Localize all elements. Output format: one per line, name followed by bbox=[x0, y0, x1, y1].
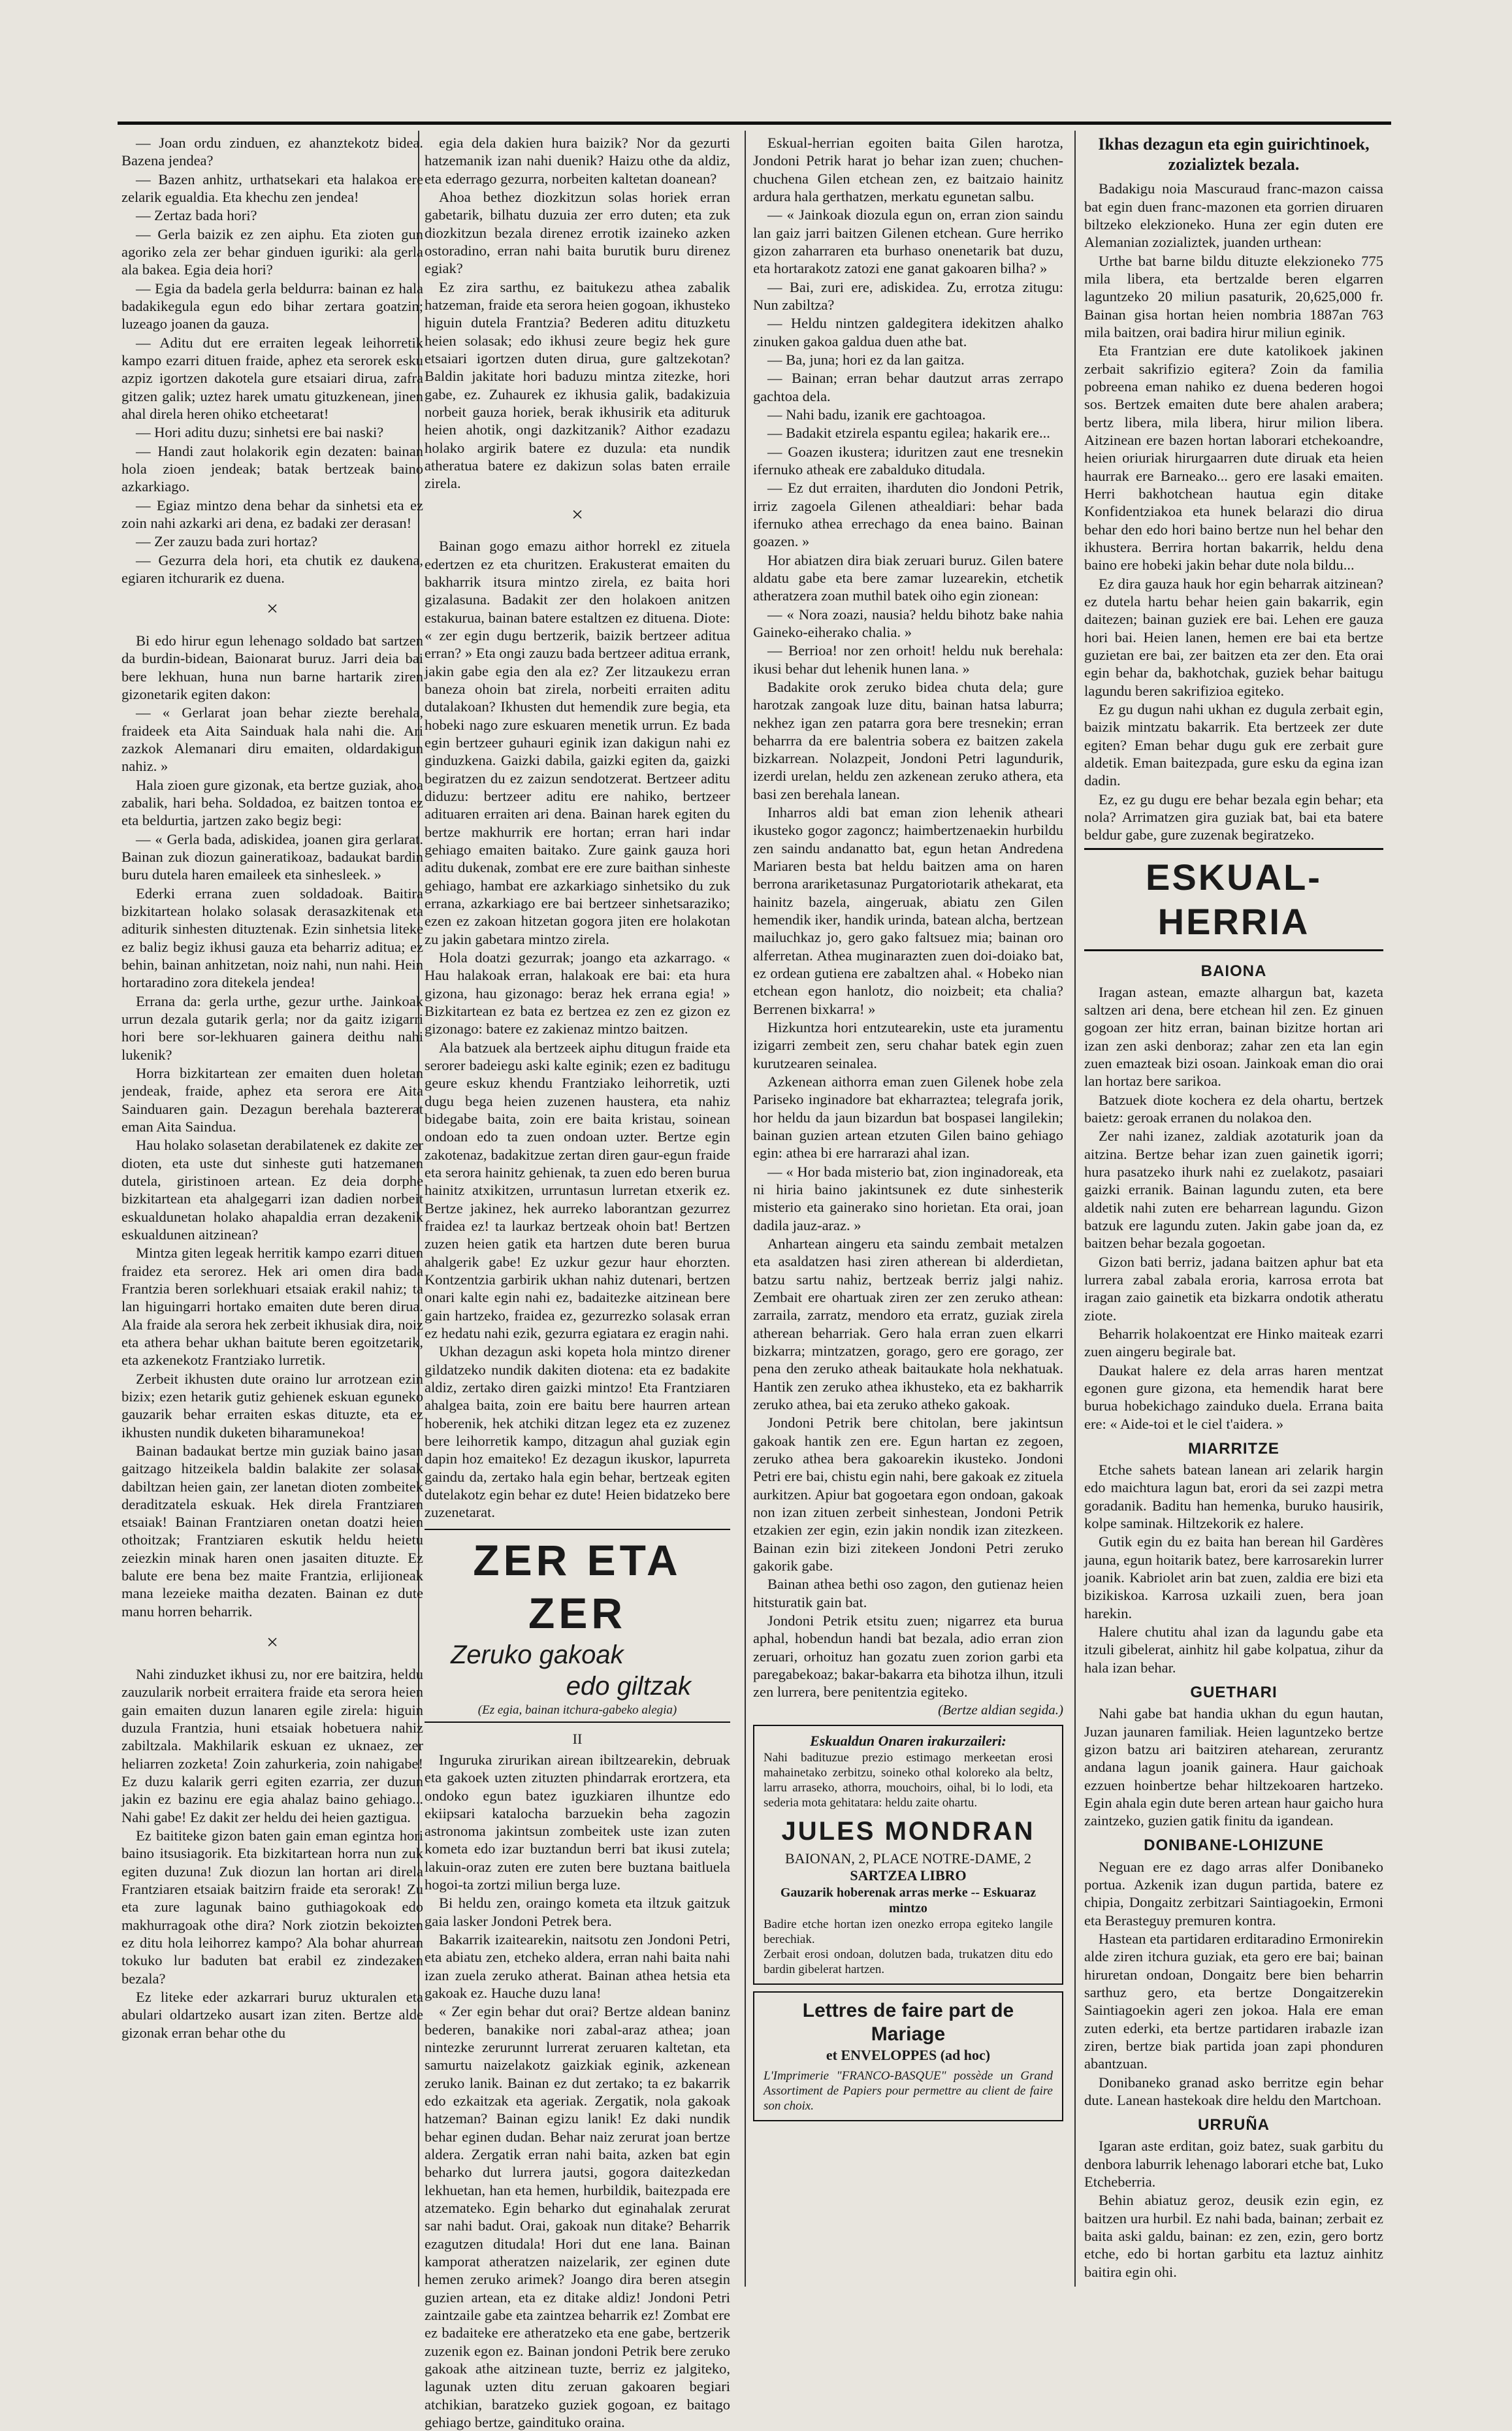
town-heading: GUETHARI bbox=[1190, 1684, 1278, 1702]
town-heading: MIARRITZE bbox=[1188, 1439, 1279, 1458]
paragraph: Azkenean aithorra eman zuen Gilenek hobe zela Pariseko inginadore bat ekharraztea; telegrafa jorik, hor heldu da jaun bizardun bat bospasei langilekin; bainan guzien artean etzuten Gilen baino gehiago egin: athea bi ere harrarazi ahal izan. bbox=[753, 1073, 1063, 1162]
chapter-number: II bbox=[572, 1731, 583, 1748]
article-heading: Ikhas dezagun eta egin guirichtinoek, zozializtek bezala. bbox=[1098, 135, 1370, 174]
column-3 bbox=[753, 134, 1063, 2283]
paragraph: Eskual-herrian egoiten baita Gilen harotza, Jondoni Petrik harat jo behar izan zuen; chuchen-chuchena Gilen etchean zen, ez baitzaio hainitz ardura hala gerthatzen, merkatu egunetan salbu. bbox=[753, 135, 1063, 204]
paragraph: Horra bizkitartean zer emaiten duen holetan jendeak, fraide, aphez eta serora ere Aita Sainduaren gain. Dezagun berehala baztererat eman Aita Saindua. bbox=[121, 1064, 423, 1135]
col4-section-a bbox=[1084, 180, 1383, 843]
paragraph: — « Gerlarat joan behar ziezte berehala, fraideek eta Aita Sainduak hala nahi die. Ari zazkok Alemanari diru emaiten, oldardakigun nahiz. » bbox=[121, 704, 423, 775]
col3-section-a bbox=[753, 134, 1063, 1701]
top-rule bbox=[118, 122, 1391, 125]
paragraph: Gutik egin du ez baita han berean hil Gardères jauna, egun hoitarik batez, bere karrosarekin lurrer joanik. Kabriolet arin bat zuen, zaldia ere bizi eta bizikiskoa. Karrosa uzkaili zuen, bera joan harekin. bbox=[1084, 1533, 1383, 1622]
paragraph: Jondoni Petrik bere chitolan, bere jakintsun gakoak hantik zen ere. Egun hartan ez zegoen, zeruko athea bera gakoarekin ikusteko. Jondoni Petri ere bai, chistu egin nahi, bere gakoak ez zituela aurkitzen. Apiur bat gogoetara egon ondoan, gakoak non izan zituen zerbeit sinhestean, Jondoni Petrik etzakien zer egin, ezin jakin nondik izan zitezkeen. Bainan ezin bizi zitekeen Jondoni Petri zeruko gakorik gabe. bbox=[753, 1414, 1063, 1574]
paragraph: Jondoni Petrik etsitu zuen; nigarrez eta buruа aphal, hobendun handi bat bezala, adio erran zion zeruari, orhoituz han gozatu zuen zorion garbi eta paregabekoaz; bakar-bakarra eta bihotza ilhun, itzuli zen lurrera, bere penitentzia egiteko. bbox=[753, 1612, 1063, 1701]
paragraph: Bakarrik izaitearekin, naitsotu zen Jondoni Petri, eta abiatu zen, etcheko aldera, erran nahi baita nahi izan zuela zeruko atherat. Bainan athea hetsia eta gakoak ez. Hauche duzu lana! bbox=[425, 1931, 730, 2002]
paragraph: — « Gerla bada, adiskidea, joanen gira gerlarat. Bainan zuk diozun gaineratikoaz, badaukat bardin buru dutela haren emaileek eta sinhesleek. » bbox=[121, 830, 423, 883]
paragraph: Hau holako solasetan derabilatenek ez dakite zer dioten, eta uste dut sinheste guti hatzemanen dutela, giristinoen artean. Ez deia dorphe bizkitartean eta ahalgegarri izan dadien norbeit eskualdunetan holako ahapaldia erran dezakenik eskualdunen aitzinean? bbox=[121, 1137, 423, 1243]
col2-section-a bbox=[425, 134, 730, 493]
paragraph: — Gerla baizik ez zen aiphu. Eta zioten gun agoriko zela zer behar ginduen iguriki: ala gerla ala bakea. Egia deia hori? bbox=[121, 225, 423, 278]
paragraph: Batzuek diote kochera ez dela ohartu, bertzek baietz: geroak erranen du nolakoa den. bbox=[1084, 1091, 1383, 1126]
paragraph: Mintza giten legeak herritik kampo ezarri dituen fraidez eta serorez. Hek ari omen dira bada Frantzia beren sorlekhuari etsaiak erakil nahiz; ta lan higuingarri hortako emaiten dute beren dirua. Ala fraide ala serora hek zerbeit ikhusiak dira, noiz eta athera behar ukhan baitute beren egoitzetarik, eta azkenekotz Frantziako lurretik. bbox=[121, 1245, 423, 1369]
paragraph: Hor abiatzen dira biak zeruari buruz. Gilen batere aldatu gabe eta bere zamar luzearekin, etchetik atheratzera zoan muthil batek oiho egin zionean: bbox=[753, 551, 1063, 604]
ad-merchant-name: JULES MONDRAN bbox=[781, 1817, 1035, 1846]
mondran-advertisement bbox=[753, 1725, 1063, 1985]
paragraph: egia dela dakien hura baizik? Nor da gezurti hatzemanik izan nahi duenik? Haizu othe da aldiz, eta ederrago gezurra, norbeiten kaltetan doanean? bbox=[425, 135, 730, 187]
ad-slogan: Gauzarik hoberenak arras merke -- Eskuaraz mintzo bbox=[780, 1885, 1037, 1916]
paragraph: Igaran aste erditan, goiz batez, suak garbitu du denbora laburrik lehenago laborari etche bat, Luko Etcheberria. bbox=[1084, 2138, 1383, 2191]
paragraph: Inharros aldi bat eman zion lehenik atheari ikusteko gogor zagoncz; haimbertzenaekin hurbildu zen saindu andanatto bat, egun hetan Andredena Mariaren besta bat heldu baitzen ama on haren berrona arariketasunaz Purgatoriotarik athekarat, eta hainitz bazela, aingeruak, abiatu zen Gilen hemendik iker, handik urinda, batean alcha, bertzean mailuchkaz jo, gero gako faltsuez mia; bainan oro alferretan. Athea muginarazten zuen doi-doiako bat, ez ordean gutiena ere zabaltzen ahal. « Hobeko nian etchean egon hanlotz, dio noizbeit; eta chalia? Berrenen bixkarra! » bbox=[753, 804, 1063, 1017]
paragraph: Zer nahi izanez, zaldiak azotaturik joan da aitzina. Bertze behar izan zuen gainetik igorri; hura pasatzeko ihurk nahi ez zuelakotz, pasaiari gaizki erranik. Bainan lagundu zuten, eta bere aldetik nahi zuten ere beharrean lagundu. Gizon batzuk ere lagundu zuten. Jakin gabe joan da, ez baitzen behar bezala gogoetan. bbox=[1084, 1128, 1383, 1252]
paragraph: Nahi gabe bat handia ukhan du egun hautan, Juzan jaunaren familiak. Heien laguntzeko bertze gizon batzu ari baitziren ateharean, zerurantz andana lagun joanik gainera. Haur gaichoak ezzuen hoinbertze behar hiltzekoaren hartzeko. Egin ahala egin dute beren artean haur gaicho hura zaintzeko, guzien gatik finitu da igandean. bbox=[1084, 1705, 1383, 1829]
column-4 bbox=[1084, 134, 1383, 2283]
paragraph: Ala batzuek ala bertzeek aiphu ditugun fraide eta serorer badeiegu aski kalte eginik; ezen ez baditugu geure eskuz khendu Frantziako leihorretik, uzti dugu bega heien zuzenen haustera, eta nahiz bidegabe baita, zoin ere baita kristau, soinean ondoan edo ta zuen ondoan uzter. Bertze egin zakotenaz, badakitzue zertan diren gaur-egun fraide eta serora hainitz gehienak, ta zuen edo beren burua hainitz atxikitzen, urruntasun lurretan etxerik ez. Bertze jakinez, hek aurreko laborantzan gezurrez fraidea ez! ta laurkaz bertzeak ohoin bat! Bertzen zuzen heien gatik eta hartzen dute beren burua ahalgerik gabe! Ez uzkur gezur haur ehorzten. Kontzentzia garbirik ukhan nahiz dutenari, bertzen onari kalte egin nahi ez, badaitezke aitzinean bere gain hartzeko, fraidea ez, gezurrezko solasak erran ez hedatu nahi ezik, gezurra egiatara ez eragin nahi. bbox=[425, 1039, 730, 1341]
town-heading: URRUÑA bbox=[1198, 2116, 1270, 2134]
paragraph: Daukat halere ez dela arras haren mentzat egonen gure gizona, eta hemendik harat bere burua hobekichago zainduko duela. Errana baita ere: « Aide-toi et le ciel t'aidera. » bbox=[1084, 1362, 1383, 1432]
ad-heading: Eskualdun Onaren irakurzaileri: bbox=[810, 1733, 1006, 1750]
paragraph: Donibaneko granad asko berritze egin behar dute. Lanean hastekoak dire heldu den Martchoan. bbox=[1084, 2074, 1383, 2108]
ad-subline: SARTZEA LIBRO bbox=[850, 1867, 967, 1884]
paragraph: « Zer egin behar dut orai? Bertze aldean baninz bederen, banakike nori zabal-araz athea; joan nintezke zerurunnt lurrerat zeruaren kaltetan, eta samurtu naizelakotz gaizkiak eginik, azkenean zeruko lanik. Bainan ez dut zertako; ta ez bakarrik edo ezkaitzak eta ageriak. Zergatik, nola gakoak hatzeman? Bainan egizu lanik! Ez daki nundik behar eginen dudan. Behar naiz zerurat joan bertze aldera. Zergatik erran nahi baita, azken bat egin beharko dut lurrera jautsi, gogora daitezkedan lekhuetan, han eta hemen, hurbildik, baitezpada ere atzemateko. Egin beharko dut eginahalak zerurat sar nahi badut. Orai, gakoak nun ditake? Beharrik ezagutzen ditudala! Hori dut ene lana. Bainan kamporat atheratzen naizelarik, zer eginen dute hemen zeruko arimek? Joango dira beren atsegin guzien artean, eta ez ditake aldiz! Jondoni Petri zaintzaile gabe eta zaintzea beharrik ez! Zombat ere ez badaiteke ere atheratzeko eta ene gabe, bertzerik zuzenik egon ez. Bainan jondoni Petrik bere zeruko gakoak athe aitzinean tuzte, berriz ez jalgiteko, lagunak uzten ditu zeruan gakoaren begiari atchikian, baratzeko guziek gogoan, ez baitago gehiago bertze, gaindituko oraina. bbox=[425, 2003, 730, 2430]
lettres-line: et ENVELOPPES (ad hoc) bbox=[826, 2046, 991, 2063]
town-heading: BAIONA bbox=[1200, 962, 1267, 980]
paragraph: Ederki erranа zuen soldadoak. Baitira bizkitartean holako solasak derasazkitenak eta aditurik sinhesten dituztenak. Ezin sinhetsia liteke ez baliz begiz ikhusi gauza eta beharriz aditua; ez behin, bainan anhitzetan, noiz nahi, nun nahi. Hein hortaradino zora ditekela jendea! bbox=[121, 885, 423, 991]
paragraph: Ez baititeke gizon baten gain eman egintza hori baino itsusiagorik. Eta bizkitartean horra nun zuk egiten duzuna! Zuk diozun lan hortan ari direla Frantziaren etsaiak baitzirn fraide eta serorak! Zu eta zure lagunak baino guthiagokoak edo makhurragoak othe dira? Nork ziotzin bekoizten ez ditu hola leihorrez kampo? Ala bohar ahurrean tokuko lur baduten bat erabil ez zindezaken bezala? bbox=[121, 1827, 423, 1987]
zer-note: (Ez egia, bainan itchura-gabeko alegia) bbox=[477, 1703, 677, 1718]
paragraph: — Nahi badu, izanik ere gachtoagoa. bbox=[767, 406, 986, 423]
paragraph: — Zer zauzu bada zuri hortaz? bbox=[136, 533, 317, 550]
paragraph: — Handi zaut holakorik egin dezaten: bainan hola zioen jendeak; batak bertzeak baino azkarkiago. bbox=[121, 442, 423, 495]
lettres-text: L'Imprimerie "FRANCO-BASQUE" possède un Grand Assortiment de Papiers pour permettre au client de faire son choix. bbox=[764, 2068, 1053, 2113]
ad-text: Nahi badituzue prezio estimago merkeetan erosi mahainetako zerbitzu, soineko othal koloreko ala beltz, larru arraseko, athorra, mouchoirs, oihal, bi lo lodi, eta sederia mota gehitatara: heldu zaite ohartu. bbox=[764, 1750, 1053, 1810]
paragraph: Iragan astean, emazte alhargun bat, kazeta saltzen ari dena, bere etchean hil zen. Ez ginuen gogoan zer hitz erran, bainan bizitze hortan ari izan zen aski denboraz; zahar zen eta lan egin zuen emazteak bizi osoan. Jainkoak eman dio orai lan hortaz bere sarikoa. bbox=[1084, 983, 1383, 1090]
zer-subtitle-2: edo giltzak bbox=[566, 1672, 691, 1701]
paragraph: — Bai, zuri ere, adiskidea. Zu, errotza zitugu: Nun zabiltza? bbox=[753, 278, 1063, 313]
col2-section-b bbox=[425, 537, 730, 1521]
paragraph: Errana da: gerla urthe, gezur urthe. Jainkoak urrun dezala gutarik gerla; nor da gaitz izigarri hori bere sor-lekhuaren gainera deithu nahi lukenik? bbox=[121, 992, 423, 1063]
paragraph: Anhartean aingeru eta saindu zembait metalzen eta asaldatzen hasi ziren atherean bi alderdietan, batzu sartu nahiz, bertzeak berriz jalgi nahiz. Zembait ere ohartuak ziren zer zen zeruko athean: zarraila, zarratz, mendoro eta erratz, guziak zirela atherean beharriak. Gero hala erran zuen elkarri bizkarra; mintzatzen, gorago, gero ere gorago, zer pena den zeruko atheak baitaukate hola nekhatuak. Hantik zen zeruko athea ikhusteko, eta ez bakharrik zeruko athea, bai eta zeruko atheko gakoak. bbox=[753, 1235, 1063, 1412]
paragraph: Zerbeit ikhusten dute oraino lur arrotzean ezin bizix; ezen hetarik gutiz gehienek eskuan eguneko gauzarik behar erraiten eskas dituzte, eta ez ikhusten nundik duketen biharamunekoa! bbox=[121, 1370, 423, 1441]
paragraph: Etche sahets batean lanean ari zelarik hargin edo maichtura lagun bat, erori da sei zazpi metra goradanik. Baditu han hemenka, buruko hausirik, kolpe saminak. Hiltzekorik ez halere. bbox=[1084, 1461, 1383, 1532]
paragraph: — Zertaz bada hori? bbox=[136, 207, 257, 224]
paragraph: — Badakit etzirela espantu egilea; hakarik ere... bbox=[767, 425, 1050, 442]
paragraph: Behin abiatuz geroz, deusik ezin egin, ez baitzen ura hurbil. Ez nahi bada, bainan; zerbait ez baita aski galdu, bainan: ez zen, ezin, gero bortz etche, edo bi hortan garbitu eta laztuz ainhitz baitira egin ohi. bbox=[1084, 2192, 1383, 2280]
paragraph: — Egia da badela gerla beldurra: bainan ez hala badakikegula egun edo bihar zertara goatzin; luzeago joanen da gauza. bbox=[121, 280, 423, 333]
paragraph: Ez zira sarthu, ez baitukezu athea zabalik hatzeman, fraide eta serora heien gogoan, ikhusteko higuin dutela Frantzia? Bederen aditu dituzketu heien solasak; edo ikhusi zeure begiz hek gure etsaiari igortzen duten dirua, gure galtzekotan? Baldin jakitate hori baduzu mintza zitezke, hori gabe, ez. Zuhaurek ez ikhusia galik, badakizuia norbeit gauza horiek, berak ikhusirik eta adituruk heien ahotik, ongi dazkitzanik? Aithor ezadazu holako argirik batere ez duzula: eta nundik atheratua batere ez dakizun solas baten erraile zirela. bbox=[425, 278, 730, 492]
column-2 bbox=[425, 134, 730, 2430]
paragraph: — Heldu nintzen galdegitera idekitzen ahalko zinuken gakoa galdua duen athe bat. bbox=[753, 315, 1063, 350]
cross-separator: × bbox=[571, 502, 584, 526]
continued-note: (Bertze aldian segida.) bbox=[938, 1701, 1063, 1718]
eskual-herria-title: ESKUAL-HERRIA bbox=[1084, 848, 1383, 951]
paragraph: Ez gu dugun nahi ukhan ez dugula zerbait egin, baizik mintzatu bakarrik. Eta bertzeek zer dute egiten? Eman behar dugu guk ere zerbait gure aldetik. Eman baitezpada, gure esku da egina izan dadin. bbox=[1084, 700, 1383, 789]
col1-section-b bbox=[121, 632, 423, 1620]
paragraph: — « Nora zoazi, nausia? heldu bihotz bake nahia Gaineko-eiherako chalia. » bbox=[753, 606, 1063, 640]
paragraph: Ez dira gauza hauk hor egin beharrak aitzinean? ez dutela hartu behar heien gain bakarrik, egin daitezen; bainan guziek ere bai. Lehen ere gauza hori bai. Heien lanen, hemen ere bai eta bertze guzietan ere bai, zer baitzen eta zer den. Eta orai egin behar da, bakhotchak, guziek behar baitugu lagundu beren sakrifizioa egiteko. bbox=[1084, 575, 1383, 699]
paragraph: Beharrik holakoentzat ere Hinko maiteak ezarri zuen aingeru begirale bat. bbox=[1084, 1325, 1383, 1360]
town-news bbox=[1084, 962, 1383, 2281]
paragraph: Nahi zinduzket ikhusi zu, nor ere baitzira, heldu zauzularik norbeit erraitera fraide eta serora heien gain emaiten duzun lanaren egile zirela: higuin duzula Frantzia, huni etsaiak hobetuera nahiz zabiltzala. Makhilarik eskuan ez uknaez, zer heliarren zozketa! Zoin zahurkeria, zoin nahigabe! Ez duzu kalarik gerri egiten ezarria, zer duzun jakin ez bazinu ere egia ahalaz baino gehiago... Nahi gabe! Ez dakit zer heldu dei heien gaztigua. bbox=[121, 1666, 423, 1825]
paragraph: Hizkuntza hori entzutearekin, uste eta juramentu izigarri zembeit zen, seru chahar batek egin zuen kurutzearen seinalea. bbox=[753, 1019, 1063, 1071]
paragraph: Ahoa bethez diozkitzun solas horiek erran gabetarik, bilhatu duzuia zer erro duten; eta zuk diozkitzun bezala direnez errotik izaineko azken ostoradino, erran nahi baita burutik buru direnez egiak? bbox=[425, 188, 730, 277]
paragraph: Urthe bat barne bildu dituzte elekzioneko 775 mila libera, eta bertzalde beren elgarren laguntzeko 20 miliun pasaturik, 20,625,000 fr. Bainan gisa hortan heien nombria 1887an 763 mila baitzen, orai badira hirur miliun eginik. bbox=[1084, 252, 1383, 340]
paragraph: — Gezurra dela hori, eta chutik ez daukena, egiaren itchurarik ez duena. bbox=[121, 551, 423, 586]
paragraph: — Hori aditu duzu; sinhetsi ere bai naski? bbox=[136, 424, 384, 441]
zer-eta-zer-header bbox=[425, 1529, 730, 1723]
ad-address: BAIONAN, 2, PLACE NOTRE-DAME, 2 bbox=[784, 1850, 1032, 1867]
paragraph: — « Hor bada misterio bat, zion inginadoreak, eta ni hiria baino jakintsunek ez dute sinhesterik misterio eta gainerako sino horietan. Eta orai, joan dadila jauz-araz. » bbox=[753, 1163, 1063, 1233]
paragraph: — Ba, juna; hori ez da lan gaitza. bbox=[767, 351, 965, 368]
paragraph: Gizon bati berriz, jadana baitzen aphur bat eta lurrera zabal zabala eroria, karrosa errota bat iragan zaio gainetik eta bizkarra ondotik atheratu ziote. bbox=[1084, 1253, 1383, 1324]
paragraph: — Goazen ikustera; iduritzen zaut ene tresnekin ifernuko atheak ere zabalduko ditudala. bbox=[753, 443, 1063, 478]
paragraph: Inguruka zirurikan airean ibiltzearekin, debruak eta gakoek uzten zituzten phindarrak erortzera, eta ondoko egun batez iguzkiaren ilhuntze edo ekiipsari katalocha barzuekin beha zagozin astronoma jakintsun zombeitek uste izan zuten kometa edo izar buztandun berri bat ikusi zutela; lakuin-oraz zuten ere zuten bere buztana baitluela hogoi-ta zortzi miliun berga luze. bbox=[425, 1751, 730, 1893]
cross-separator: × bbox=[266, 1630, 279, 1654]
paragraph: Badakite orok zeruko bidea chuta dela; gure harotzak zangoak luze ditu, bainan hatsa laburra; nekhez igan zen patarra gora bere tresnekin; erran beharrra da ere balentria sobera ez baitzen zakela bizkarrean. Nolazpeit, Jondoni Petri lagundurik, izerdi urelan, heldu zen azkenean zeruko athera, eta basi zen berehala lanean. bbox=[753, 678, 1063, 802]
paragraph: Hala zioen gure gizonak, eta bertze guziak, ahoa zabalik, hari beha. Soldadoa, ez baitzen tontoa ez eta beldurtia, jartzen zako begiz begi: bbox=[121, 776, 423, 829]
cross-separator: × bbox=[266, 596, 279, 621]
zer-eta-zer-title: ZER ETA ZER bbox=[473, 1536, 682, 1637]
paragraph: Halere chutitu ahal izan da lagundu gabe eta itzuli gibelerat, ainhitz hil gabe kolpatua, zihur da hala izan behar. bbox=[1084, 1623, 1383, 1676]
paragraph: Bainan athea bethi oso zagon, den gutienaz heien hitsturatik gain bat. bbox=[753, 1576, 1063, 1610]
column-1 bbox=[121, 134, 423, 2283]
paragraph: Bi edo hirur egun lehenago soldado bat sartzen da burdin-bidean, Baionarat buruz. Jarri deia bai bere lekhuan, huna nun barne hartarik ziren gizonetarik egiten dakon: bbox=[121, 632, 423, 703]
town-heading: DONIBANE-LOHIZUNE bbox=[1144, 1836, 1324, 1855]
paragraph: — Aditu dut ere erraiten legeak leihorretik kampo ezarri dituen fraide, aphez eta serorek esku azpiz igortzen dakotela gure etsaiari dirua, zafra gitzen galik; uztez harek umatu gituzkenean, jinen ahal direla heren ohiko etcheetarat! bbox=[121, 334, 423, 422]
paragraph: Hola doatzi gezurrak; joango eta azkarrago. « Hau halakoak erran, halakoak ere bai: eta hura gizona, hau gizonago: beraz hek errana egia! » Bizkitartean ez bata ez bertzea ez zen ez gizon ez gizonago: batere ez zakienaz mintzo baitzen. bbox=[425, 949, 730, 1037]
column-divider bbox=[745, 131, 746, 2287]
paragraph: — Ez dut erraiten, iharduten dio Jondoni Petrik, irriz zagoela Gilenen athealdiari: behar bada ifernuko athea errechago da enea baino. Bainan goazen. » bbox=[753, 480, 1063, 550]
paragraph: Ez, ez gu dugu ere behar bezala egin behar; eta nola? Arrimatzen gira guziak bat, bai eta batere beldur gabe, gure zuzenak begiratzeko. bbox=[1084, 791, 1383, 843]
paragraph: Hastean eta partidaren erditaradino Ermonirekin alde ziren itchura guziak, eta gero ere bai; bainan hiruretan ondoan, Dongaitz bere bien beharrin sarthuz gero, eta bertze Dongaitzerekin Saintiagoekin ageri zen jokoa. Hala ere eman zuten ederki, eta bertze partidaren irabazle izan ziren, bertze biak partida joan zapi phonduren abantzuan. bbox=[1084, 1930, 1383, 2072]
ad-note-1: Badire etche hortan izen onezko erropa egiteko langile berechiak. bbox=[764, 1917, 1053, 1946]
ad-note-2: Zerbait erosi ondoan, dolutzen bada, trukatzen ditu edo bardin gibelerat hartzen. bbox=[764, 1947, 1053, 1976]
column-divider bbox=[1074, 131, 1076, 2287]
paragraph: — Bainan; erran behar dautzut arras zerrapo gachtoa dela. bbox=[753, 370, 1063, 404]
paragraph: Badakigu noia Mascuraud franc-mazon caissa bat egin duen franc-mazonen eta gorrien diruaren biltzeko elekzioneko. Huna zer egin duten ere Alemanian zozializtek, juanden urthean: bbox=[1084, 180, 1383, 251]
paragraph: Neguan ere ez dago arras alfer Donibaneko portua. Azkenik izan dugun partida, batere ez chipia, Dongaitz zerbitzari Saintiagoekin, Ermoni eta Berasteguy premuren kontra. bbox=[1084, 1858, 1383, 1929]
paragraph: Ukhan dezagun aski kopeta hola mintzo direner gildatzeko nundik dakiten diotena: eta ez badakite aldiz, zertako diren gaizki mintzo! Eta Frantziaren ahalgea baita, zoin ere baitu bere haurren artean hoberenik, hek atchiki ditzan legez eta ez zuzenez bere leihorretik kampo, ditzagun ahal guziak egin dapin hoz emaiteko! Ez dezagun ikuskor, lapurreta gaindu da, zertako hala egin behar, bertzeak egiten dutelakotz egin behar ez dute! Heien bidatzeko bere zuzenetarat. bbox=[425, 1343, 730, 1521]
paragraph: — Egiaz mintzo dena behar da sinhetsi eta ez zoin nahi azkarki ari dena, ez badaki zer derasan! bbox=[121, 497, 423, 531]
paragraph: — Bazen anhitz, urthatsekari eta halakoa ere zelarik egualdia. Eta khechu zen jendea! bbox=[121, 171, 423, 205]
paragraph: Bi heldu zen, oraingo kometa eta iltzuk gaitzuk gaia lasker Jondoni Petrek bera. bbox=[425, 1895, 730, 1929]
col1-section-a bbox=[121, 134, 423, 587]
paragraph: — Joan ordu zinduen, ez ahanztekotz bidea. Bazena jendea? bbox=[121, 135, 423, 169]
lettres-title: Lettres de faire part de Mariage bbox=[802, 2000, 1014, 2046]
paragraph: Bainan badaukat bertze min guziak baino jasan gaitzago hitzeikela baldin balakite zer solasak dabiltzan heien gain, zer lanetan dioten zombeitek deraditzatela eskuak. Hek direla Frantziaren etsaiak! Bainan Frantziaren onetan doatzi heien othoitzak; Frantziaren eskutik heldu heietu zeiezkin minak haren onen jasaiten dituzte. Ez balute ere bena bez maite Frantzia, erlijioneak mana lezeieke maitha dezaten. Bainan ez dute manu horren beharrik. bbox=[121, 1442, 423, 1620]
col1-section-c bbox=[121, 1665, 423, 2042]
zer-subtitle-1: Zeruko gakoak bbox=[451, 1640, 624, 1669]
paragraph: Eta Frantzian ere dute katolikoek jakinen zerbait sakrifizio egitera? Zoin da familia pobreena eman nahiko ez duena bederen hogoi sos. Bertzek emaiten dute bere ahalen arabera; bertz libera, mila libera, hirur milion libera. Aitzinean ere bazen hortan laborari etchekoandre, heien oriuriak hirurgaarren dute diruak eta heien haurrak ere Barneako... gero ere lasaki emaiten. Herri bakhotchean hautua egin ditake Konfidentziakoa eta hunek belarazi dio dirua behar den edo hori baino bertze nun hel behar den ikhustera. Berrira hortan bakarrik, heldu dena baino ere hobeki jakin behar dute nola bildu... bbox=[1084, 342, 1383, 574]
paragraph: Bainan gogo emazu aithor horrekl ez zituela edertzen ez eta churitzen. Erakusterat emaiten du bakharrik itsura mintzo zirela, ez baita hori gizalasuna. Badakit zer den holakoen anitzen estakurua, bainan batere estaltzen ez dituena. Diote: « zer egin dugu bertzerik, baizik bertzeer adituа erran? » Eta ongi zauzu bada bertzeer adituа errank, jakin gabe egia den ala ez? Zer litzaukezu erran baneza ohoin bat zirela, norbeiti erraiten aditu dutalakoan? Ikhusten dut hemendik zure begia, eta hobeki nago zure eskuaren menetik urrun. Ez bada egin bertzeer guhauri eginik izan dakigun nahi ez ginduzkena. Gaizki dabila, gaizki egiten da, gaizki begiratzen du ez zaizun sendotzerat. Bertzeer aditu diduzu: bertzeer aditu ere nahiko, bertzeer adituaren erraiten ari dena. Bainan harek egiten du bertze makhurrik ere hortan; erran hari indar gehiago emaiten baitako. Zure gaink gauza hori aditu dukenak, zombat ere ere zure baithan sinheste gehiago, hambat ere azkarkiago sinhetsiko du zuk erranа, azkarkiago ere bai bertzeer sinhetsaraziko; ezen ez zakoan hitzetan gogora jiten ere holakotan zu jakin gabetara mintzo zirela. bbox=[425, 538, 730, 947]
col2-section-c bbox=[425, 1751, 730, 2431]
lettres-advertisement bbox=[753, 1991, 1063, 2121]
paragraph: Ez liteke eder azkarrari buruz ukturalen eta abulari oldartzeko ausart izan ziten. Bertze alde gizonak erran behar othe du bbox=[121, 1988, 423, 2041]
paragraph: — Berrioa! nor zen orhoit! heldu nuk berehala: ikusi behar dut lehenik hunen lana. » bbox=[753, 642, 1063, 677]
paragraph: — « Jainkoak diozula egun on, erran zion saindu lan gaiz jarri baitzen Gilenen etchean. Gure herriko gizon zaharraren eta burhaso onenetarik bat duzu, eta hortarakotz zatozi ene ganat gakoaren bilha? » bbox=[753, 206, 1063, 277]
